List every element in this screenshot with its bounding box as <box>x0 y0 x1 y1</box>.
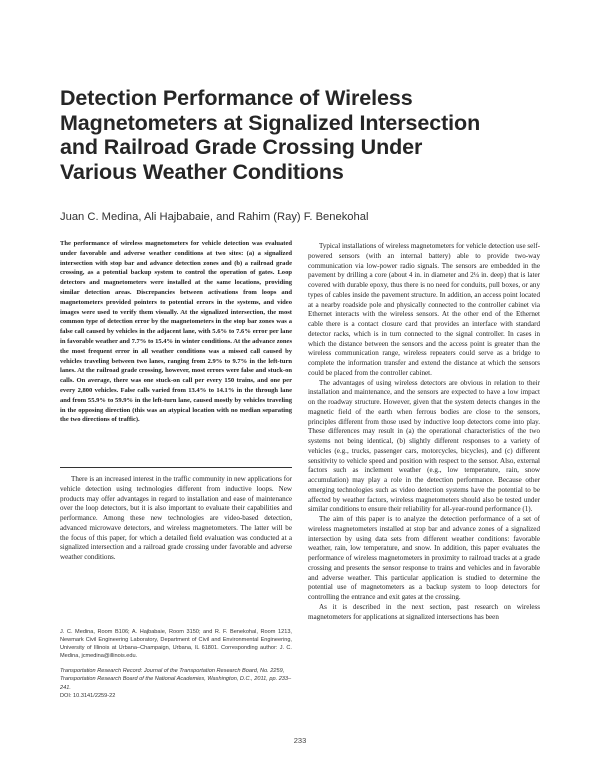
abstract-divider <box>60 467 292 468</box>
body-paragraph: As it is described in the next section, past research on wireless magnetometers for applications at signalized intersections has been <box>308 602 540 621</box>
footnotes <box>60 628 292 700</box>
title-line: Detection Performance of Wireless <box>60 86 413 110</box>
introduction <box>60 475 292 563</box>
body-paragraph: The advantages of using wireless detectors are obvious in relation to their installation and maintenance, and the sensors are expected to have a low impact on the roadway structure. However, given that the system detects changes in the magnetic field of the earth when ferrous bodies are close to the sensors, principles different from those used by inductive loop detectors come into play. These differences may result in (a) the operational characteristics of the two systems not being identical, (b) slightly different responses to a variety of vehicles (e.g., trucks, passenger cars, motorcycles, bicycles), and (c) different sensitivity to vehicle speed and position with respect to the sensor. Also, external factors such as inclement weather (e.g., low temperature, rain, snow accumulation) may play a role in the detection performance. Because other emerging technologies such as video detection systems have the potential to be affected by weather factors, wireless magnetometers should also be tested under similar conditions to ensure their reliability for all-year-round performance (1). <box>308 378 540 514</box>
title-line: Magnetometers at Signalized Intersection <box>60 110 481 135</box>
paper-title <box>60 86 560 184</box>
page-number: 233 <box>293 736 307 745</box>
right-column <box>308 242 540 622</box>
author-affiliation: J. C. Medina, Room B106; A. Hajbabaie, Room 3150; and R. F. Benekohal, Room 1213, Newmark Civil Engineering Laboratory, Department of Civil and Environmental Engineering, University of Illinois at Urbana–Champaign, Urbana, IL 61801. Corresponding author: J. C. Medina, jcmedina@illinois.edu. <box>60 629 292 660</box>
abstract: The performance of wireless magnetometers for vehicle detection was evaluated under favorable and adverse weather conditions at two sites: (a) a signalized intersection with stop bar and advance detection zones and (b) a railroad grade crossing, as a potential backup system to control the operation of gates. Loop detectors and magnetometers were installed at the same locations, providing similar detection areas. Discrepancies between activations from loops and magnetometers provided pointers to potential errors in the systems, and video images were used to verify them visually. At the signalized intersection, the most common type of detection error by the magnetometers in the stop bar zones was a false call caused by vehicles in the adjacent lane, with 5.6% to 7.6% error per lane in favorable weather and 7.7% to 15.4% in winter conditions. At the advance zones the most frequent error in all weather conditions was a missed call caused by vehicles traveling between two lanes, ranging from 2.9% to 9.7% in the left-turn lanes. At the railroad grade crossing, however, most errors were false and stuck-on calls. On average, there was one stuck-on call per every 150 trains, and one per every 2,800 vehicles. False calls varied from 13.4% to 14.1% in the through lane and from 55.9% to 59.9% in the left-turn lane, caused mostly by vehicles traveling in the opposing direction (this was an atypical location with no median separating the two directions of traffic). <box>60 240 292 424</box>
journal-citation: Transportation Research Record: Journal of the Transportation Research Board, No. 2259, Transportation Research Board of the National Academies, Washington, D.C., 2011, pp. 233–241. <box>60 668 292 691</box>
title-line: and Railroad Grade Crossing Under <box>60 135 423 160</box>
body-paragraph: Typical installations of wireless magnetometers for vehicle detection use self-powered sensors (with an internal battery) able to provide two-way communication via low-power radio signals. The sensors are embedded in the pavement by drilling a core (about 4 in. in diameter and 2¼ in. deep) that is later covered with durable epoxy, thus there is no need for conduits, pull boxes, or any types of cables inside the pavement structure. In addition, an access point located at a nearby roadside pole and physically connected to the controller cabinet via Ethernet interacts with the wireless sensors. At the other end of the Ethernet cable there is a contact closure card that provides an interface with standard detector racks, which is in turn connected to the signal controller. In cases in which the distance between the sensors and the access point is greater than the wireless communication range, wireless repeaters could serve as a bridge to complete the information transfer and extend the distance at which the sensors could be placed from the controller cabinet. <box>308 242 540 377</box>
author-list: Juan C. Medina, Ali Hajbabaie, and Rahim (Ray) F. Benekohal <box>60 211 369 223</box>
title-line: Various Weather Conditions <box>60 159 344 184</box>
doi: DOI: 10.3141/2259-22 <box>60 692 116 699</box>
body-paragraph: The aim of this paper is to analyze the detection performance of a set of wireless magnetometers installed at stop bar and advance zones of a signalized intersection by using data sets from different weather conditions: favorable weather, rain, low temperature, and snow. In addition, this paper evaluates the performance of wireless magnetometers in proximity to railroad tracks at a grade crossing and presents the sensor response to trains and vehicles and in favorable and adverse weather. This particular application is studied to determine the potential use of magnetometers as a backup system to loop detectors for controlling the entrance and exit gates at the crossing. <box>308 515 540 601</box>
intro-paragraph: There is an increased interest in the traffic community in new applications for vehicle detection using technologies different from inductive loops. New products may offer advantages in regard to installation and ease of maintenance over the loop detectors, but it is also important to evaluate their capabilities and performance. Among these new technologies are video-based detection, advanced microwave detectors, and wireless magnetometers. The latter will be the focus of this paper, for which a detailed field evaluation was conducted at a signalized intersection and a railroad grade crossing under favorable and adverse weather conditions. <box>60 475 292 561</box>
